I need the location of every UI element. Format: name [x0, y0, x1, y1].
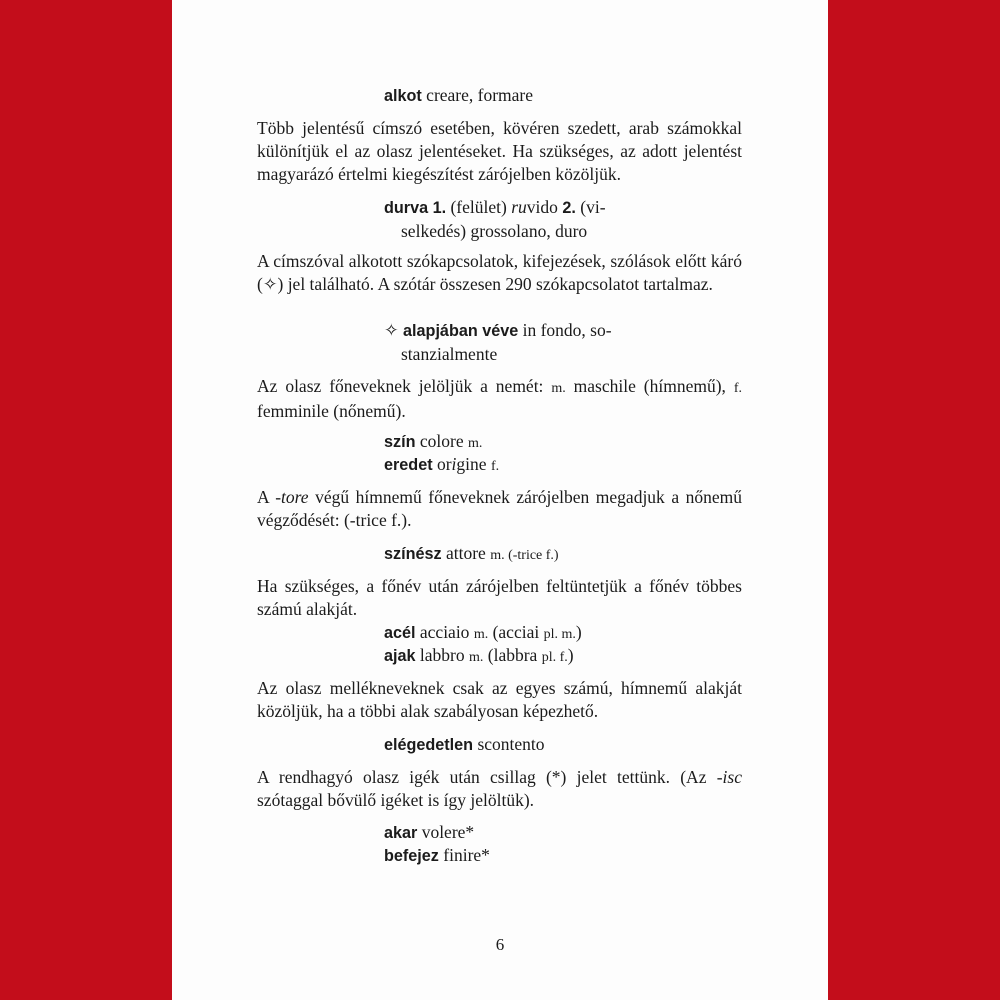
translation: acciaio [415, 622, 474, 642]
gender-mark: m. [551, 381, 566, 396]
diamond-icon: ✧ [384, 320, 404, 340]
translation-stress: ru [511, 197, 527, 217]
translation: in fondo, so- [518, 320, 612, 340]
headword: acél [384, 624, 416, 642]
headword: elégedetlen [384, 736, 474, 754]
plural-form: (acciai [488, 622, 544, 642]
headword: durva [384, 199, 429, 217]
translation: vido [526, 197, 558, 217]
example-entry-szin [384, 430, 644, 455]
suffix: -tore [275, 487, 309, 507]
example-entry-akar [384, 821, 644, 845]
context: (vi- [575, 197, 606, 217]
headword: szín [384, 433, 416, 451]
sense-number: 1. [428, 199, 447, 217]
continuation-line: selkedés) grossolano, duro [401, 221, 588, 241]
example-entry-acel [384, 621, 644, 646]
text: maschile (hímnemű), [565, 376, 734, 396]
translation: scontento [473, 734, 545, 754]
text: szótaggal bővülő igéket is így jelöltük). [257, 790, 535, 810]
example-entry-elegedetlen [384, 733, 644, 757]
headword: eredet [384, 456, 433, 474]
context: (felület) [446, 197, 512, 217]
plural-mark: pl. f. [541, 650, 568, 665]
plural-mark: pl. m. [543, 627, 576, 642]
gender-mark: f. [490, 459, 500, 474]
example-entry-alapjaban [384, 319, 644, 366]
page-number: 6 [495, 935, 505, 954]
translation: creare, formare [421, 85, 534, 105]
translation: colore [415, 431, 468, 451]
headword: alkot [384, 87, 422, 105]
sense-number: 2. [557, 199, 576, 217]
example-entry-alkot [384, 84, 644, 108]
example-entry-ajak [384, 644, 644, 669]
text: femminile (nőnemű). [257, 401, 406, 421]
dictionary-page [172, 0, 828, 1000]
headword: alapjában véve [403, 322, 519, 340]
text: végű hímnemű főneveknek zárójelben megadjuk a nőnemű végződését: (-trice f.). [257, 487, 742, 530]
bracket: ) [567, 645, 574, 665]
headword: ajak [384, 647, 416, 665]
translation: finire* [438, 845, 490, 865]
example-entry-eredet [384, 453, 644, 478]
gender-mark: m. [468, 650, 484, 665]
text: A [257, 487, 276, 507]
text: Az olasz főneveknek jelöljük a nemét: [257, 376, 552, 396]
plural-form: (labbra [483, 645, 542, 665]
translation: volere* [417, 822, 475, 842]
suffix: -isc [716, 767, 742, 787]
paragraph-irregular-verbs [257, 766, 742, 812]
translation: labbro [415, 645, 469, 665]
example-entry-befejez [384, 844, 644, 868]
paragraph-plural: Ha szükséges, a főnév után zárójelben feltüntetjük a főnév többes számú alakját. [257, 576, 742, 619]
headword: színész [384, 545, 442, 563]
gender-mark: m. (-trice f.) [490, 548, 559, 563]
continuation-line: stanzialmente [401, 344, 498, 364]
translation: gine [456, 454, 491, 474]
text: A rendhagyó olasz igék után csillag (*) jelet tettünk. (Az [257, 767, 717, 787]
translation-stress: i [451, 454, 457, 474]
gender-mark: f. [733, 381, 742, 396]
paragraph-adjectives: Az olasz mellékneveknek csak az egyes számú, hímnemű alakját közöljük, ha a többi alak szabályosan képezhető. [257, 678, 742, 721]
translation: or [432, 454, 452, 474]
gender-mark: m. [467, 436, 483, 451]
paragraph-tore [257, 486, 742, 532]
bracket: ) [575, 622, 582, 642]
translation: attore [441, 543, 491, 563]
paragraph-senses: Több jelentésű címszó esetében, kövéren szedett, arab számokkal különítjük el az olasz jelentéseket. Ha szükséges, az adott jelentést magyarázó értelmi kiegészítést zárójelben közöljük. [257, 118, 742, 184]
paragraph-phrases: A címszóval alkotott szókapcsolatok, kifejezések, szólások előtt káró (✧) jel található. A szótár összesen 290 szókapcsolatot tartalmaz. [257, 251, 742, 294]
gender-mark: m. [473, 627, 489, 642]
paragraph-gender [257, 375, 742, 423]
example-entry-szinesz [384, 542, 644, 567]
example-entry-durva [384, 196, 644, 243]
headword: akar [384, 824, 418, 842]
headword: befejez [384, 847, 439, 865]
